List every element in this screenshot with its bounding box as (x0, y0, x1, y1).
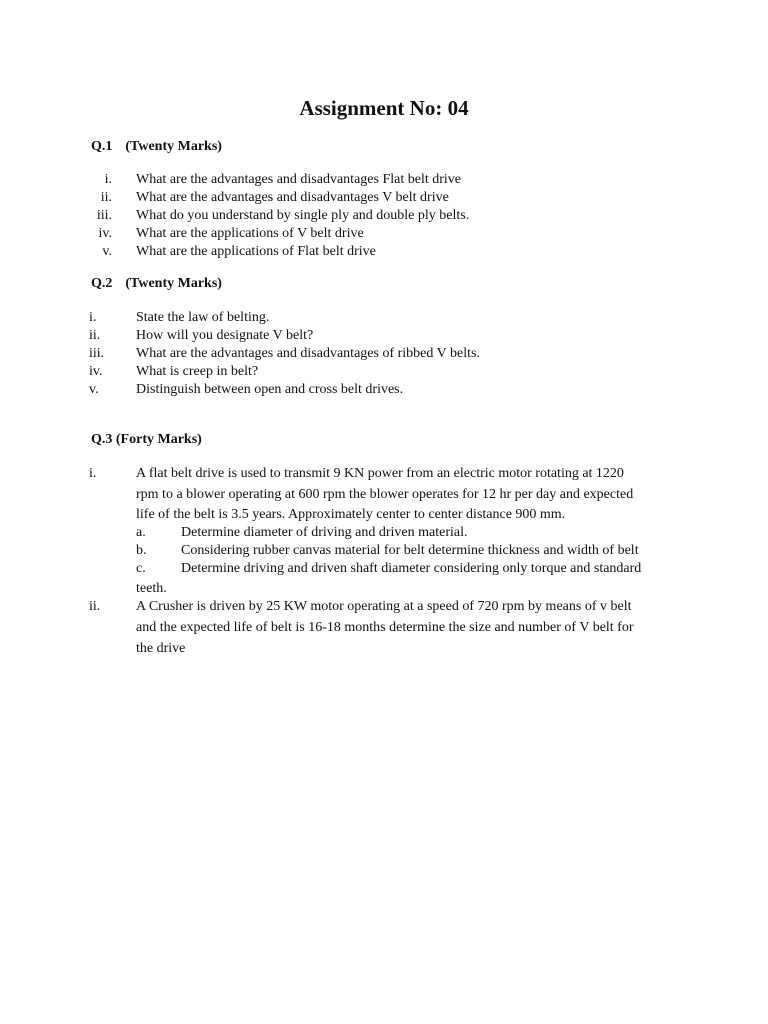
q3-item-2-line-1: A Crusher is driven by 25 KW motor operating at a speed of 720 rpm by means of v belt (136, 599, 632, 614)
q3-subitem-c-label: c. (136, 561, 146, 576)
q1-item-2-label: ii. (100, 190, 112, 205)
q3-item-2-label: ii. (89, 599, 101, 614)
q1-item-4-label: iv. (98, 226, 112, 241)
q1-marks: (Twenty Marks) (125, 139, 222, 154)
q3-subitem-c-text: Determine driving and driven shaft diameter considering only torque and standard (181, 561, 642, 576)
q2-item-5-text: Distinguish between open and cross belt drives. (136, 382, 404, 397)
q2-item-3-label: iii. (89, 346, 105, 361)
q1-item-5-text: What are the applications of Flat belt drive (136, 244, 376, 259)
q2-item-4-label: iv. (89, 364, 103, 379)
q3-item-1-line-3: life of the belt is 3.5 years. Approximately center to center distance 900 mm. (136, 507, 566, 522)
q3-item-1-line-2: rpm to a blower operating at 600 rpm the blower operates for 12 hr per day and expected (136, 487, 634, 502)
q2-heading (91, 275, 222, 293)
q2-marks: (Twenty Marks) (125, 276, 222, 291)
q1-item-5-label: v. (102, 244, 112, 259)
q3-subitem-c-continuation: teeth. (136, 581, 167, 596)
q1-item-1-label: i. (104, 172, 112, 187)
q1-item-3-label: iii. (96, 208, 112, 223)
q3-subitem-a-label: a. (136, 525, 146, 540)
q3-subitem-a-text: Determine diameter of driving and driven material. (181, 525, 468, 540)
q3-item-2-line-2: and the expected life of belt is 16-18 months determine the size and number of V belt for (136, 620, 634, 635)
q1-item-1-text: What are the advantages and disadvantages Flat belt drive (136, 172, 461, 187)
q1-heading (91, 138, 222, 156)
q2-item-2-label: ii. (89, 328, 101, 343)
q3-item-1-label: i. (89, 466, 97, 481)
q2-item-1-text: State the law of belting. (136, 310, 270, 325)
q2-item-4-text: What is creep in belt? (136, 364, 259, 379)
q2-item-3-text: What are the advantages and disadvantages of ribbed V belts. (136, 346, 480, 361)
q1-item-2-text: What are the advantages and disadvantages V belt drive (136, 190, 449, 205)
q1-number: Q.1 (91, 139, 113, 154)
q1-item-4-text: What are the applications of V belt drive (136, 226, 364, 241)
q2-item-5-label: v. (89, 382, 99, 397)
q3-heading: Q.3 (Forty Marks) (91, 432, 202, 447)
q2-item-1-label: i. (89, 310, 97, 325)
q3-subitem-b-text: Considering rubber canvas material for belt determine thickness and width of belt (181, 543, 639, 558)
page-title: Assignment No: 04 (299, 96, 469, 120)
q2-number: Q.2 (91, 276, 113, 291)
q3-item-1-line-1: A flat belt drive is used to transmit 9 KN power from an electric motor rotating at 1220 (136, 466, 624, 481)
q1-item-3-text: What do you understand by single ply and double ply belts. (136, 208, 470, 223)
q3-item-2-line-3: the drive (136, 641, 186, 656)
q3-subitem-b-label: b. (136, 543, 147, 558)
q2-item-2-text: How will you designate V belt? (136, 328, 314, 343)
